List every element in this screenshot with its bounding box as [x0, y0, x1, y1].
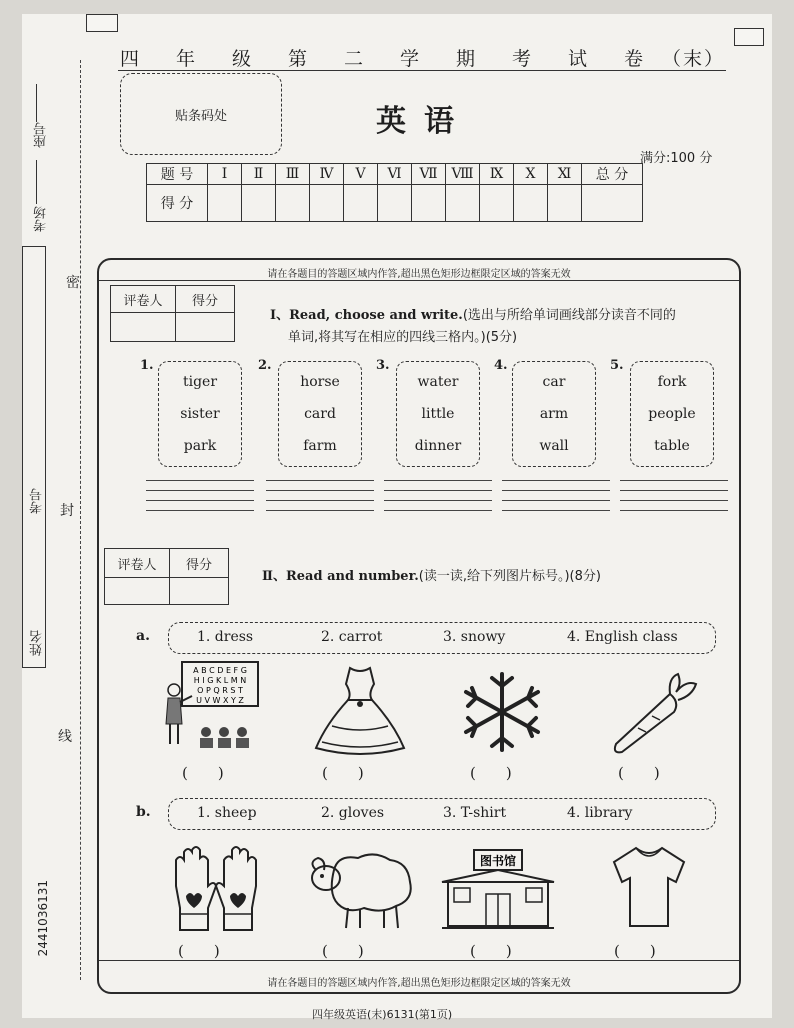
library-picture [438, 848, 558, 932]
title-char: 考 [512, 48, 534, 70]
word: card [304, 406, 336, 422]
exam-room-label: 考场 [34, 206, 49, 232]
reviewer-label: 评卷人 [111, 286, 176, 313]
score-cell[interactable] [170, 578, 229, 605]
grader-box [110, 285, 235, 342]
section2-title: Ⅱ、Read and number. [262, 569, 419, 584]
section1-title: Ⅰ、Read, choose and write. [270, 308, 463, 323]
score-cell[interactable] [208, 185, 242, 222]
row-b-label: b. [136, 804, 151, 820]
word-group-1 [158, 361, 242, 467]
grader-box [104, 548, 229, 605]
score-cell[interactable] [582, 185, 643, 222]
score-header-cell: Ⅳ [310, 164, 344, 185]
title-char: 第 [288, 48, 310, 70]
option: 1. sheep [197, 805, 257, 821]
row-a-options [168, 622, 716, 654]
writing-lines-4[interactable] [502, 480, 610, 520]
sheep-picture [304, 842, 416, 932]
score-header-cell: Ⅱ [242, 164, 276, 185]
writing-lines-3[interactable] [384, 480, 492, 520]
word-group-4 [512, 361, 596, 467]
score-cell[interactable] [344, 185, 378, 222]
title-char: （末） [662, 48, 726, 70]
word: dinner [414, 438, 462, 454]
score-header-cell: 题 号 [147, 164, 208, 185]
option: 4. library [567, 805, 633, 821]
answer-blank[interactable]: ( ) [322, 942, 364, 960]
answer-blank[interactable]: ( ) [182, 764, 224, 782]
word: sister [180, 406, 220, 422]
corner-marker [734, 28, 764, 46]
answer-blank[interactable]: ( ) [322, 764, 364, 782]
name-label: 姓名 [30, 630, 45, 656]
subject-title: 英语 [376, 104, 472, 139]
title-char: 级 [232, 48, 254, 70]
blackboard-line: H I G K L M N [193, 676, 247, 685]
word: arm [539, 406, 569, 422]
section1-instruction-cn: (选出与所给单词画线部分读音不同的 [462, 308, 676, 323]
seal-char: 密 [66, 275, 80, 291]
score-cell[interactable] [480, 185, 514, 222]
question-number: 1. [140, 358, 154, 373]
score-header-cell: Ⅲ [276, 164, 310, 185]
score-cell[interactable] [378, 185, 412, 222]
exam-no-label: 考号 [30, 488, 45, 514]
exam-room-line [36, 160, 37, 204]
option: 1. dress [197, 629, 254, 645]
question-number: 3. [376, 358, 390, 373]
library-sign-text: 图书馆 [479, 854, 517, 868]
title-char: 四 [120, 48, 142, 70]
title-underline [118, 70, 726, 71]
frame-divider [99, 280, 739, 281]
seal-char: 线 [58, 729, 72, 745]
corner-marker [86, 14, 118, 32]
score-header-cell: Ⅷ [446, 164, 480, 185]
reviewer-label: 评卷人 [105, 549, 170, 578]
score-cell[interactable] [310, 185, 344, 222]
word: water [417, 374, 459, 390]
snowy-picture [460, 670, 544, 754]
t-shirt-picture [610, 842, 688, 930]
score-header-cell: Ⅴ [344, 164, 378, 185]
word: horse [300, 374, 340, 390]
word: fork [657, 374, 687, 390]
writing-lines-1[interactable] [146, 480, 254, 520]
full-score: 满分:100 分 [640, 151, 713, 166]
reviewer-cell[interactable] [111, 313, 176, 342]
blackboard-line: A B C D E F G [193, 666, 247, 675]
answer-blank[interactable]: ( ) [470, 764, 512, 782]
score-header-cell: 总 分 [582, 164, 643, 185]
score-label: 得分 [176, 286, 235, 313]
word: table [654, 438, 690, 454]
blackboard-line: O P Q R S T [197, 686, 243, 695]
score-cell[interactable] [242, 185, 276, 222]
title-char: 试 [568, 48, 590, 70]
row-b-options [168, 798, 716, 830]
score-cell[interactable] [548, 185, 582, 222]
word: park [183, 438, 217, 454]
score-label: 得分 [170, 549, 229, 578]
frame-note-top: 请在各题目的答题区域内作答,超出黑色矩形边框限定区域的答案无效 [267, 269, 571, 280]
word: farm [303, 438, 337, 454]
score-cell[interactable] [412, 185, 446, 222]
writing-lines-2[interactable] [266, 480, 374, 520]
seal-char: 封 [60, 503, 74, 519]
option: 3. T-shirt [443, 805, 507, 821]
gloves-picture [170, 846, 262, 934]
barcode-area: 贴条码处 [120, 73, 282, 155]
score-cell[interactable] [276, 185, 310, 222]
dress-picture [312, 664, 408, 756]
word: car [542, 374, 566, 390]
score-header-cell: Ⅰ [208, 164, 242, 185]
score-header-cell: Ⅸ [480, 164, 514, 185]
title-char: 卷 [624, 48, 646, 70]
answer-blank[interactable]: ( ) [618, 764, 660, 782]
title-char: 期 [456, 48, 478, 70]
frame-note-bottom: 请在各题目的答题区域内作答,超出黑色矩形边框限定区域的答案无效 [267, 978, 571, 989]
score-row-label: 得 分 [147, 185, 208, 222]
word-group-3 [396, 361, 480, 467]
option: 3. snowy [443, 629, 506, 645]
section2-instruction-cn: (读一读,给下列图片标号。)(8分) [418, 569, 601, 584]
score-header-cell: Ⅵ [378, 164, 412, 185]
word: wall [539, 438, 569, 454]
score-cell[interactable] [446, 185, 480, 222]
score-header-cell: Ⅹ [514, 164, 548, 185]
score-header-cell: Ⅶ [412, 164, 446, 185]
carrot-picture [608, 672, 698, 756]
option: 4. English class [567, 629, 678, 645]
exam-no-grid [22, 246, 46, 668]
score-cell[interactable] [176, 313, 235, 342]
section2-instruction [262, 566, 601, 588]
english-class-picture [160, 660, 260, 754]
option: 2. carrot [321, 629, 383, 645]
title-char: 年 [176, 48, 198, 70]
question-number: 4. [494, 358, 508, 373]
blackboard-line: U V W X Y Z [196, 696, 244, 705]
seal-dashed-line [80, 60, 82, 980]
row-a-label: a. [136, 628, 150, 644]
answer-blank[interactable]: ( ) [470, 942, 512, 960]
writing-lines-5[interactable] [620, 480, 728, 520]
question-number: 5. [610, 358, 624, 373]
score-cell[interactable] [514, 185, 548, 222]
serial-number: 2441036131 [36, 880, 50, 957]
word-group-2 [278, 361, 362, 467]
question-number: 2. [258, 358, 272, 373]
word: little [421, 406, 455, 422]
title-char: 二 [344, 48, 366, 70]
section1-instruction-cn2: 单词,将其写在相应的四线三格内。)(5分) [288, 330, 518, 345]
word: tiger [182, 374, 218, 390]
reviewer-cell[interactable] [105, 578, 170, 605]
score-table [146, 163, 643, 222]
answer-blank[interactable]: ( ) [614, 942, 656, 960]
section1-instruction [270, 305, 676, 349]
page-footer: 四年级英语(末)6131(第1页) [312, 1008, 453, 1021]
seat-label: 座号 [34, 122, 49, 148]
word-group-5 [630, 361, 714, 467]
title-char: 学 [400, 48, 422, 70]
answer-blank[interactable]: ( ) [178, 942, 220, 960]
score-header-cell: Ⅺ [548, 164, 582, 185]
seat-line [36, 84, 37, 122]
option: 2. gloves [321, 805, 385, 821]
word: people [648, 406, 696, 422]
